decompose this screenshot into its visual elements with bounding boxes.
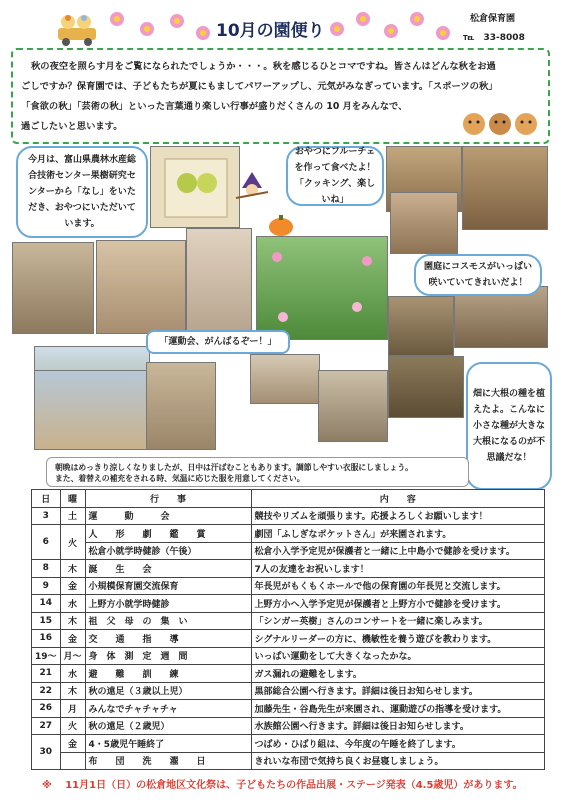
table-row <box>32 542 545 560</box>
flower-icon <box>356 12 370 26</box>
row-dow: 金 <box>60 735 85 753</box>
row-detail: 「シンガー英樹」さんのコンサートを一緒に楽しみます。 <box>251 612 544 630</box>
cosmos-bubble-text: 園庭にコスモスがいっぱい咲いていてきれいだよ！ <box>423 262 532 288</box>
table-header-row <box>32 490 545 508</box>
row-day: 26 <box>32 700 61 718</box>
row-detail: 7人の友達をお祝いします！ <box>251 560 544 578</box>
row-detail: 競技やリズムを頑張ります。応援よろしくお願いします！ <box>251 507 544 525</box>
cosmos-garden-photo <box>256 236 388 340</box>
animal-friends-illustration <box>460 108 542 138</box>
table-row <box>32 560 545 578</box>
row-dow: 月 <box>60 700 85 718</box>
flower-icon <box>384 24 398 38</box>
row-event: 秋の遠足（３歳以上児） <box>85 682 251 700</box>
row-day: 3 <box>32 507 61 525</box>
row-dow: 水 <box>60 665 85 683</box>
school-name: 松倉保育園 <box>470 14 516 24</box>
row-detail: 劇団「ふしぎなポケットさん」が来園されます。 <box>251 525 544 543</box>
table-row <box>32 682 545 700</box>
flower-icon <box>410 12 424 26</box>
row-event: 人 形 劇 鑑 賞 <box>85 525 251 543</box>
flower-icon <box>196 26 210 40</box>
children-eating-pear-photo <box>96 240 186 334</box>
table-row <box>32 752 545 770</box>
row-detail: 黒部総合公園へ行きます。詳細は後日お知らせします。 <box>251 682 544 700</box>
row-event: 松倉小就学時健診（午後） <box>85 542 251 560</box>
row-detail: ガス漏れの避難をします。 <box>251 665 544 683</box>
row-detail: 上野方小へ入学予定児が保護者と上野方小で健診を受けます。 <box>251 595 544 613</box>
witch-icon <box>234 170 270 200</box>
row-detail: 水族館公園へ行きます。詳細は後日お知らせします。 <box>251 717 544 735</box>
notice-line: また、着替えの補充をされる時、気温に応じた服を用意してください。 <box>55 474 305 483</box>
playroom-photo <box>250 354 320 404</box>
row-event: 避 難 訓 練 <box>85 665 251 683</box>
row-event: 祖 父 母 の 集 い <box>85 612 251 630</box>
footer-mark: ※ <box>42 780 52 791</box>
footer-note <box>42 776 523 791</box>
row-event: 運 動 会 <box>85 507 251 525</box>
row-dow: 火 <box>60 525 85 560</box>
row-detail: シグナルリーダーの方に、機敏性を養う遊びを教わります。 <box>251 630 544 648</box>
pumpkin-icon <box>268 214 294 236</box>
child-eating-photo <box>12 242 94 334</box>
table-row <box>32 525 545 543</box>
intro-line: 秋の夜空を照らす月をご覧になられたでしょうか・・・。秋を感じるひとコマですね。皆さんはどんな秋をお過 <box>31 61 496 72</box>
flower-icon <box>140 22 154 36</box>
row-day: 14 <box>32 595 61 613</box>
flower-icon <box>170 14 184 28</box>
row-event: 布 団 洗 濯 日 <box>85 752 251 770</box>
row-detail: つばめ・ひばり組は、今年度の午睡を終了します。 <box>251 735 544 753</box>
table-row <box>32 647 545 665</box>
row-event: みんなでチャチャチャ <box>85 700 251 718</box>
row-day: 6 <box>32 525 61 560</box>
row-dow: 木 <box>60 682 85 700</box>
schedule-table <box>31 489 545 770</box>
sports-bubble <box>146 330 290 354</box>
pear-box-photo <box>150 146 240 228</box>
table-row <box>32 577 545 595</box>
row-day: 27 <box>32 717 61 735</box>
notice-line: 朝晩はめっきり涼しくなりましたが、日中は汗ばむこともあります。調節しやすい衣服にしましょう。 <box>55 463 413 472</box>
row-event: 4・5歳児午睡終了 <box>85 735 251 753</box>
row-event: 秋の遠足（２歳児） <box>85 717 251 735</box>
fruit-punch-bubble <box>286 146 384 206</box>
cooking-photo-3 <box>390 192 458 254</box>
row-dow <box>60 752 85 770</box>
row-day: 15 <box>32 612 61 630</box>
col-day-header: 日 <box>32 490 61 508</box>
row-event: 身 体 測 定 週 間 <box>85 647 251 665</box>
row-event: 上野方小就学時健診 <box>85 595 251 613</box>
table-row <box>32 700 545 718</box>
radish-bubble-text: 畑に大根の種を植えたよ。こんなに小さな種が大きな大根になるのが不思議だな！ <box>472 389 545 463</box>
row-dow: 月～ <box>60 647 85 665</box>
row-day: 8 <box>32 560 61 578</box>
intro-line: ごしですか？保育園では、子どもたちが夏にもましてパワーアップし、元気がみなぎっています。「スポーツの秋」 <box>21 81 498 92</box>
cosmos-bubble <box>414 254 542 296</box>
telephone-number: ℡ 33-8008 <box>463 33 525 43</box>
row-dow: 金 <box>60 630 85 648</box>
pear-bubble <box>16 146 148 238</box>
intro-line: 「食欲の秋」「芸術の秋」といった言葉通り楽しい行事が盛りだくさんの 10 月をみんなで、 <box>21 101 408 112</box>
fruit-punch-bubble-text: おやつにフルーチェを作って食べたよ！「クッキング、楽しいね」 <box>294 147 376 205</box>
col-detail-header: 内 容 <box>251 490 544 508</box>
exercise-photo <box>318 370 388 442</box>
table-row <box>32 665 545 683</box>
row-dow: 土 <box>60 507 85 525</box>
kids-cart-illustration <box>52 12 102 46</box>
row-day: 9 <box>32 577 61 595</box>
cooking-photo-2 <box>462 146 548 230</box>
row-day: 21 <box>32 665 61 683</box>
intro-line: 過ごしたいと思います。 <box>21 121 123 132</box>
col-event-header: 行 事 <box>85 490 251 508</box>
row-dow: 火 <box>60 717 85 735</box>
flower-icon <box>436 26 450 40</box>
row-dow: 木 <box>60 612 85 630</box>
table-row <box>32 735 545 753</box>
table-row <box>32 612 545 630</box>
row-detail: いっぱい運動をして大きくなったかな。 <box>251 647 544 665</box>
row-detail: きれいな布団で気持ち良くお昼寝しましょう。 <box>251 752 544 770</box>
table-row <box>32 630 545 648</box>
table-row <box>32 595 545 613</box>
footer-text: 11月1日（日）の松倉地区文化祭は、子どもたちの作品出展・ステージ発表（4.5歳児）があります。 <box>65 780 523 791</box>
row-event: 小規模保育園交流保育 <box>85 577 251 595</box>
flower-icon <box>110 12 124 26</box>
sports-bubble-text: 「運動会、がんばるぞー！」 <box>159 337 277 347</box>
flower-icon <box>330 22 344 36</box>
row-day: 19～ <box>32 647 61 665</box>
row-day: 16 <box>32 630 61 648</box>
col-dow-header: 曜 <box>60 490 85 508</box>
row-dow: 金 <box>60 577 85 595</box>
row-day: 30 <box>32 735 61 770</box>
clothing-notice <box>46 457 469 487</box>
pear-bubble-text: 今月は、富山県農林水産総合技術センター果樹研究センターから「なし」をいただき、おやつにいただいています。 <box>27 155 136 229</box>
row-day: 22 <box>32 682 61 700</box>
field-work-photo-1 <box>388 296 454 356</box>
row-detail: 年長児がもくもくホールで他の保育園の年長児と交流します。 <box>251 577 544 595</box>
table-row <box>32 507 545 525</box>
row-dow: 水 <box>60 595 85 613</box>
table-row <box>32 717 545 735</box>
radish-field-photo <box>388 356 464 418</box>
row-event: 誕 生 会 <box>85 560 251 578</box>
row-event: 交 通 指 導 <box>85 630 251 648</box>
radish-bubble <box>466 362 552 490</box>
gym-practice-photo <box>146 362 216 450</box>
row-detail: 松倉小入学予定児が保護者と一緒に上中島小で健診を受けます。 <box>251 542 544 560</box>
page-title: 10月の園便り <box>216 21 325 41</box>
row-detail: 加藤先生・谷島先生が来園され、運動遊びの指導を受けます。 <box>251 700 544 718</box>
girl-eating-pear-photo <box>186 228 252 334</box>
row-dow: 木 <box>60 560 85 578</box>
